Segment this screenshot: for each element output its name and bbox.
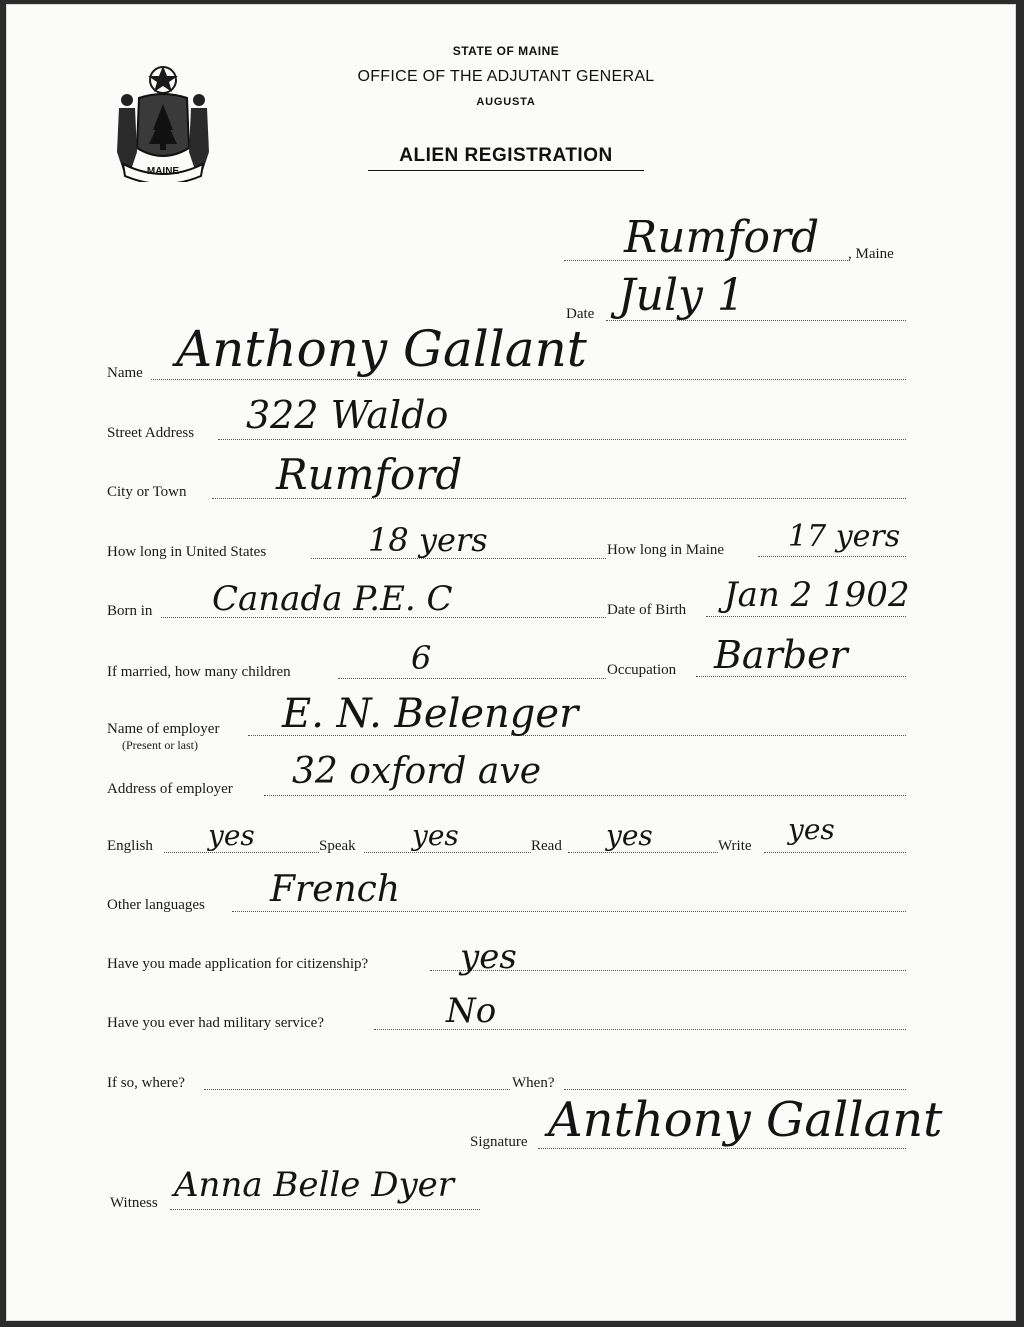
town-value: Rumford: [624, 212, 820, 263]
military-value: No: [446, 991, 497, 1031]
when-line: [564, 1089, 906, 1090]
read-value: yes: [606, 819, 653, 852]
city-label: City or Town: [107, 484, 187, 500]
signature-label: Signature: [470, 1134, 528, 1150]
when-label: When?: [512, 1075, 555, 1091]
other-languages-value: French: [270, 869, 401, 910]
employer-address-label: Address of employer: [107, 781, 233, 797]
other-languages-label: Other languages: [107, 897, 205, 913]
signature-line: [538, 1148, 906, 1149]
speak-value: yes: [412, 819, 459, 852]
maine-label: , Maine: [848, 246, 894, 262]
employer-label: Name of employer: [107, 721, 220, 737]
children-label: If married, how many children: [107, 664, 291, 680]
english-label: English: [107, 838, 153, 854]
date-value: July 1: [618, 270, 745, 321]
city-value: Rumford: [276, 450, 463, 499]
write-value: yes: [788, 813, 835, 846]
born-in-label: Born in: [107, 603, 153, 619]
dob-value: Jan 2 1902: [724, 575, 910, 615]
children-line: [338, 678, 606, 679]
speak-line: [364, 852, 531, 853]
date-label: Date: [566, 306, 595, 322]
where-line: [204, 1089, 510, 1090]
citizenship-value: yes: [460, 937, 517, 977]
where-label: If so, where?: [107, 1075, 185, 1091]
born-in-value: Canada P.E. C: [212, 579, 453, 619]
name-line: [151, 379, 906, 380]
english-value: yes: [208, 819, 255, 852]
witness-label: Witness: [110, 1195, 158, 1211]
page-title: ALIEN REGISTRATION: [399, 145, 613, 166]
dob-label: Date of Birth: [607, 602, 687, 618]
write-label: Write: [718, 838, 752, 854]
other-languages-line: [232, 911, 906, 912]
citizenship-label: Have you made application for citizenship?: [107, 956, 369, 972]
occupation-label: Occupation: [607, 662, 677, 678]
dob-line: [706, 616, 906, 617]
read-label: Read: [531, 838, 562, 854]
street-line: [218, 439, 906, 440]
how-long-us-value: 18 yers: [368, 521, 488, 559]
military-label: Have you ever had military service?: [107, 1015, 324, 1031]
office-heading: OFFICE OF THE ADJUTANT GENERAL: [357, 68, 655, 85]
name-label: Name: [107, 365, 143, 381]
read-line: [568, 852, 718, 853]
signature-value: Anthony Gallant: [548, 1092, 943, 1148]
write-line: [764, 852, 906, 853]
witness-line: [170, 1209, 480, 1210]
employer-sublabel: (Present or last): [122, 738, 198, 752]
occupation-value: Barber: [714, 633, 848, 677]
children-value: 6: [411, 639, 432, 677]
title-underline: [368, 170, 644, 171]
state-seal-icon: [109, 60, 217, 182]
state-heading: STATE OF MAINE: [452, 44, 560, 58]
how-long-maine-line: [758, 556, 906, 557]
city-heading: AUGUSTA: [476, 96, 536, 108]
witness-value: Anna Belle Dyer: [174, 1165, 455, 1205]
how-long-maine-value: 17 yers: [788, 519, 901, 554]
how-long-maine-label: How long in Maine: [607, 542, 725, 558]
employer-value: E. N. Belenger: [282, 691, 579, 737]
street-value: 322 Waldo: [246, 393, 449, 437]
seal-motto: MAINE: [146, 166, 180, 177]
english-line: [164, 852, 319, 853]
employer-address-line: [264, 795, 906, 796]
speak-label: Speak: [319, 838, 356, 854]
how-long-us-label: How long in United States: [107, 544, 267, 560]
name-value: Anthony Gallant: [176, 320, 587, 378]
employer-address-value: 32 oxford ave: [292, 751, 542, 792]
alien-registration-form: [6, 4, 1016, 1321]
street-label: Street Address: [107, 425, 195, 441]
